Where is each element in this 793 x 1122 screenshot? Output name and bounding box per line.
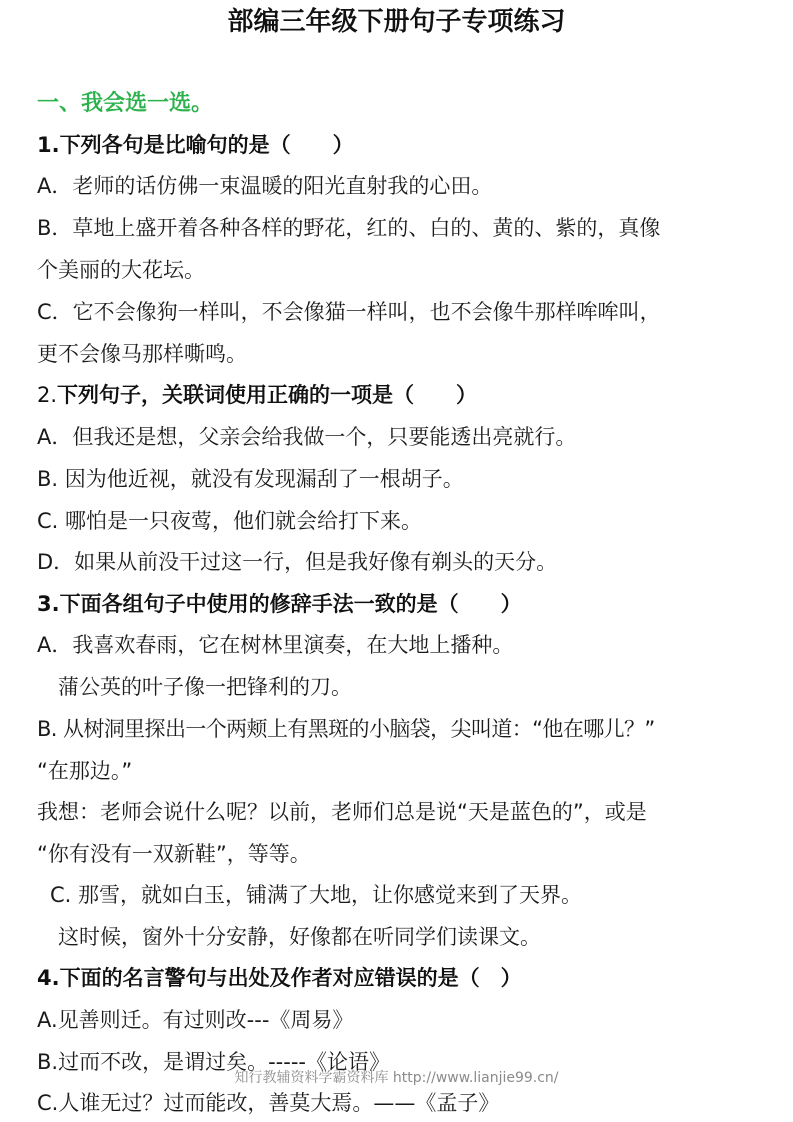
question-3-option-c-line-2: 这时候，窗外十分安静，好像都在听同学们读课文。 <box>58 925 541 949</box>
question-1-option-b-line-2: 个美丽的大花坛。 <box>37 258 205 282</box>
question-3-option-b-line-1: B. 从树洞里探出一个两颊上有黑斑的小脑袋，尖叫道：“他在哪儿？” <box>37 717 655 741</box>
question-1-option-b-line-1: B．草地上盛开着各种各样的野花，红的、白的、黄的、紫的，真像 <box>37 216 661 240</box>
question-2-stem <box>37 381 477 409</box>
question-4-stem: 4.下面的名言警句与出处及作者对应错误的是（ ） <box>37 966 522 990</box>
question-3-option-b-line-4: “你有没有一双新鞋”，等等。 <box>37 842 311 866</box>
question-4-option-b: B.过而不改，是谓过矣。-----《论语》 <box>37 1050 390 1074</box>
question-3-stem: 3.下面各组句子中使用的修辞手法一致的是（ ） <box>37 592 522 616</box>
question-2-number: 2. <box>37 383 58 407</box>
question-2-option-c: C. 哪怕是一只夜莺，他们就会给打下来。 <box>37 509 423 533</box>
watermark: 知行教辅资料学霸资料库 http://www.lianjie99.cn/ <box>234 1070 559 1086</box>
question-1-option-a: A．老师的话仿佛一束温暖的阳光直射我的心田。 <box>37 174 493 198</box>
question-1-option-c-line-2: 更不会像马那样嘶鸣。 <box>37 342 247 366</box>
question-1-stem: 1.下列各句是比喻句的是（ ） <box>37 133 354 157</box>
question-3-option-b-line-3: 我想：老师会说什么呢？以前，老师们总是说“天是蓝色的”，或是 <box>37 800 647 824</box>
question-1-option-c-line-1: C．它不会像狗一样叫，不会像猫一样叫，也不会像牛那样哞哞叫， <box>37 300 661 324</box>
question-4-option-c: C.人谁无过？过而能改，善莫大焉。——《孟子》 <box>37 1091 500 1115</box>
question-2-option-d: D．如果从前没干过这一行，但是我好像有剃头的天分。 <box>37 550 558 574</box>
page-title: 部编三年级下册句子专项练习 <box>227 7 566 37</box>
question-3-option-c-line-1: C. 那雪，就如白玉，铺满了大地，让你感觉来到了天界。 <box>50 883 583 907</box>
question-3-option-a-line-1: A．我喜欢春雨，它在树林里演奏，在大地上播种。 <box>37 633 514 657</box>
question-2-text: 下列句子，关联词使用正确的一项是（ ） <box>57 383 478 407</box>
section-heading: 一、我会选一选。 <box>37 91 214 116</box>
question-4-option-a: A.见善则迁。有过则改---《周易》 <box>37 1008 354 1032</box>
question-2-option-a: A．但我还是想，父亲会给我做一个，只要能透出亮就行。 <box>37 425 577 449</box>
question-3-option-b-line-2: “在那边。” <box>37 759 133 783</box>
question-3-option-a-line-2: 蒲公英的叶子像一把锋利的刀。 <box>58 675 352 699</box>
question-2-option-b: B. 因为他近视，就没有发现漏刮了一根胡子。 <box>37 467 464 491</box>
